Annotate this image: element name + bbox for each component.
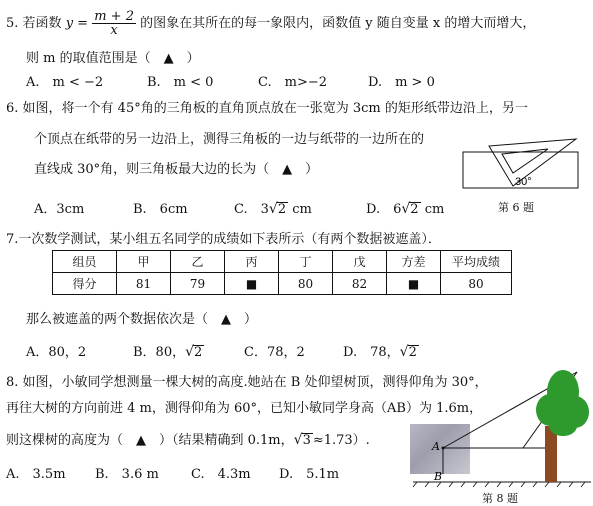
table-header-cell: 戊 [333, 251, 387, 273]
tree-crown [536, 370, 589, 436]
q8-option-d: D. 5.1m [279, 467, 340, 482]
table-cell-covered: ■ [387, 273, 441, 295]
q8-line1: 8. 如图，小敏同学想测量一棵大树的高度.她站在 B 处仰望树顶，测得仰角为 30°， [6, 375, 488, 390]
set-square-outer [489, 139, 576, 186]
q8-label-b: B [434, 470, 443, 483]
point-a [442, 447, 445, 450]
q6-figure-caption: 第 6 题 [498, 201, 534, 214]
table-cell: 81 [117, 273, 171, 295]
table-row [53, 273, 512, 295]
sqrt-icon: √ [185, 344, 195, 360]
q7-score-table [52, 250, 512, 295]
q6-option-a: A．3cm [34, 202, 85, 217]
table-cell-covered: ■ [225, 273, 279, 295]
q7-line2: 那么被遮盖的两个数据依次是（ ▲ ） [26, 312, 257, 327]
table-cell: 82 [333, 273, 387, 295]
table-header-cell: 甲 [117, 251, 171, 273]
q8-option-c: C. 4.3m [191, 467, 251, 482]
q8-line3-suffix: ≈1.73）. [312, 433, 370, 448]
q8-line3 [6, 429, 370, 448]
q7-option-d-radicand: 2 [408, 345, 417, 360]
sqrt-icon: √ [268, 201, 278, 217]
q6-line2: 个顶点在纸带的另一边沿上，测得三角板的一边与纸带的一边所在的 [34, 132, 425, 147]
table-header-cell: 丁 [279, 251, 333, 273]
q6-option-c [234, 198, 312, 217]
q7-option-c: C．78，2 [244, 345, 305, 360]
table-header-cell: 丙 [225, 251, 279, 273]
q5-line1 [6, 10, 535, 37]
q5-prefix: 5. 若函数 [6, 16, 62, 31]
q5-suffix: 的图象在其所在的每一象限内，函数值 y 随自变量 x 的增大而增大， [140, 16, 536, 31]
q5-option-a: A. m < −2 [26, 75, 104, 90]
q8-line2: 再往大树的方向前进 4 m，测得仰角为 60°，已知小敏同学身高（AB）为 1.6m， [6, 401, 483, 416]
q5-fraction-denominator: x [110, 23, 118, 38]
q8-sqrt-radicand: 3 [302, 433, 311, 448]
q5-option-c: C. m>−2 [258, 75, 327, 90]
q5-fraction-numerator: m + 2 [94, 9, 134, 24]
tree-trunk [545, 426, 557, 482]
q5-option-d: D. m > 0 [368, 75, 435, 90]
q7-line1: 7.一次数学测试，某小组五名同学的成绩如下表所示（有两个数据被遮盖）． [6, 232, 441, 247]
q6-option-d-unit: cm [424, 202, 445, 217]
q6-option-c-label: C. 3 [234, 202, 269, 217]
q5-option-b: B. m < 0 [147, 75, 214, 90]
q6-option-c-unit: cm [292, 202, 312, 217]
q6-line1: 6. 如图，将一个有 45°角的三角板的直角顶点放在一张宽为 3cm 的矩形纸带边沿上，另一 [6, 101, 528, 116]
table-header-cell: 乙 [171, 251, 225, 273]
table-cell: 80 [441, 273, 512, 295]
table-cell: 得分 [53, 273, 117, 295]
q8-option-a: A. 3.5m [6, 467, 66, 482]
q7-option-d [343, 341, 419, 360]
q6-option-c-radicand: 2 [277, 202, 287, 217]
q6-figure [455, 118, 585, 190]
q6-option-d-radicand: 2 [410, 202, 419, 217]
q8-figure-caption: 第 8 题 [482, 492, 518, 505]
q7-option-a: A．80，2 [26, 345, 87, 360]
q7-option-b [133, 341, 204, 360]
q8-line3-prefix: 则这棵树的高度为（ ▲ ）（结果精确到 0.1m， [6, 433, 294, 448]
q5-line2: 则 m 的取值范围是（ ▲ ） [26, 51, 200, 66]
q6-line3: 直线成 30°角，则三角板最大边的长为（ ▲ ） [34, 162, 319, 177]
q6-figure-angle: 30° [515, 176, 532, 188]
sqrt-icon: √ [293, 432, 303, 448]
table-cell: 79 [171, 273, 225, 295]
q6-option-d [366, 198, 444, 217]
table-header-cell: 组员 [53, 251, 117, 273]
table-cell: 80 [279, 273, 333, 295]
q8-label-a: A [432, 440, 440, 453]
q5-fraction [92, 10, 136, 37]
table-row [53, 251, 512, 273]
q7-option-b-label: B．80， [133, 345, 186, 360]
q6-option-b: B. 6cm [133, 202, 188, 217]
q5-func-lhs: y = [65, 16, 89, 31]
set-square-inner [502, 149, 548, 173]
sqrt-icon: √ [401, 201, 411, 217]
table-header-cell: 方差 [387, 251, 441, 273]
q6-option-d-label: D. 6 [366, 202, 402, 217]
q8-option-b: B. 3.6 m [95, 467, 159, 482]
q7-option-d-label: D. 78， [343, 345, 400, 360]
sqrt-icon: √ [399, 344, 409, 360]
q7-option-b-radicand: 2 [194, 345, 203, 360]
q8-figure [405, 364, 593, 488]
table-header-cell: 平均成绩 [441, 251, 512, 273]
